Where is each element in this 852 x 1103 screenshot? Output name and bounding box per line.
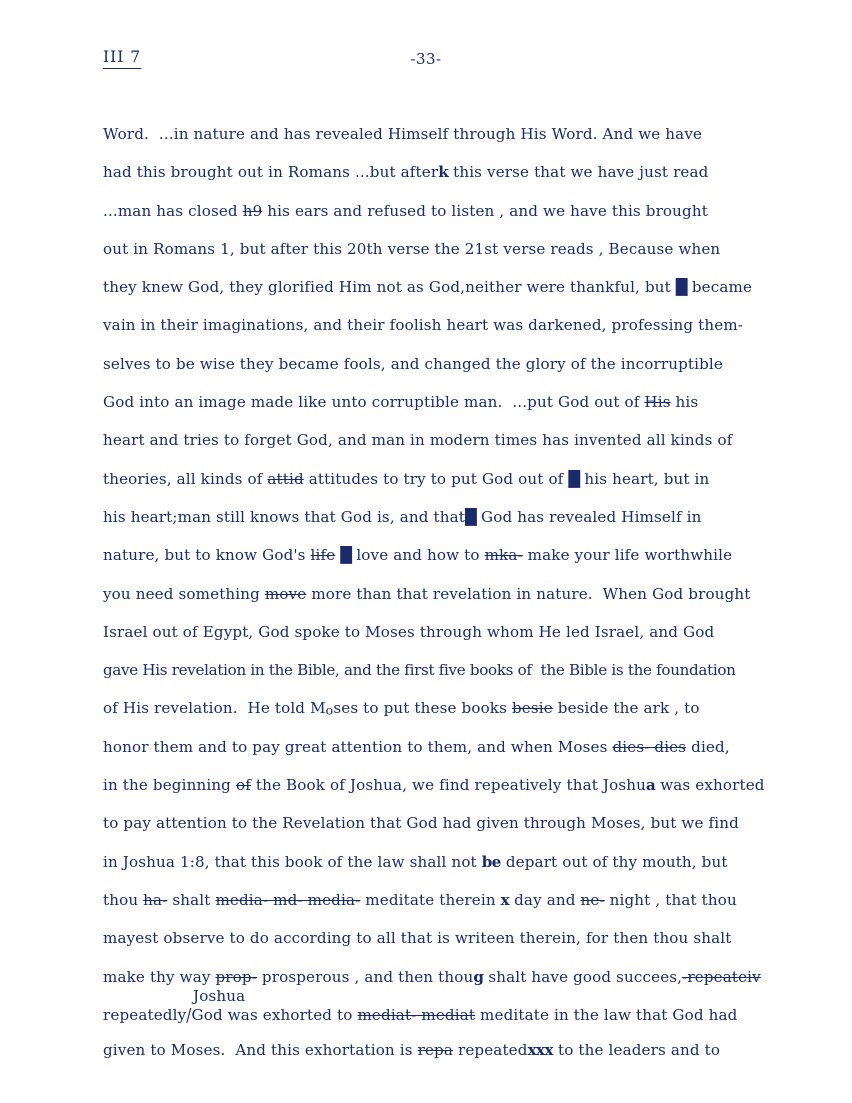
text-line-with-insert: Joshua repeatedly/God was exhorted to mediat- mediat meditate in the law that God had [103,986,738,1026]
text-line: given to Moses. And this exhortation is repa repeatedxxx to the leaders and to [103,1040,721,1059]
handwritten-insert-joshua: Joshua [193,986,246,1005]
text-line: to pay attention to the Revelation that God had given through Moses, but we find [103,814,739,833]
struck-text: mediat- mediat [357,1005,476,1024]
text-line: God into an image made like unto corruptible man. ...put God out of His his [103,393,699,412]
struck-text: move [264,584,307,603]
document-id: III 7 [103,48,141,69]
struck-text: repa [417,1040,453,1059]
page-number: -33- [410,50,442,68]
text-line: in the beginning of the Book of Joshua, we find repeatively that Joshua was exhorted [103,776,765,795]
struck-text: dies- dies [612,737,687,756]
text-line: of His revelation. He told Moses to put these books besie beside the ark , to [103,699,700,718]
text-line: gave His revelation in the Bible, and the first five books of the Bible is the foundation [103,661,736,680]
text-line: Israel out of Egypt, God spoke to Moses through whom He led Israel, and God [103,622,715,641]
struck-text: -repeateiv [682,967,761,986]
struck-text: ha- [143,890,168,909]
page-header [0,48,852,78]
text-line: selves to be wise they became fools, and changed the glory of the incorruptible [103,354,723,373]
text-line: honor them and to pay great attention to them, and when Moses dies- dies died, [103,737,730,756]
struck-text: prop- [215,967,257,986]
struck-text: life [310,546,336,565]
text-line: Word. ...in nature and has revealed Himself through His Word. And we have [103,125,703,143]
text-line: vain in their imaginations, and their foolish heart was darkened, professing them- [103,316,744,335]
text-line: had this brought out in Romans ...but afterk this verse that we have just read [103,163,709,182]
text-line: heart and tries to forget God, and man in modern times has invented all kinds of [103,431,733,450]
struck-text: media- md- media- [215,890,361,909]
text-line: his heart;man still knows that God is, and that█ God has revealed Himself in [103,507,702,526]
text-line: ...man has closed h9 his ears and refused to listen , and we have this brought [103,201,708,220]
text-line: nature, but to know God's life █ love and how to mka- make your life worthwhile [103,546,733,565]
text-line: you need something move more than that revelation in nature. When God brought [103,584,751,603]
text-line: mayest observe to do according to all that is writeen therein, for then thou shalt [103,929,732,948]
struck-text: besie [511,699,553,718]
text-line: thou ha- shalt media- md- media- meditate therein x day and ne- night , that thou [103,890,737,909]
text-line: they knew God, they glorified Him not as God,neither were thankful, but █ became [103,278,753,297]
struck-text: His [644,393,671,412]
text-line: in Joshua 1:8, that this book of the law shall not be depart out of thy mouth, but [103,852,728,871]
text-line: make thy way prop- prosperous , and then thoug shalt have good succees,-repeateiv [103,967,761,986]
document-body [103,125,823,1079]
struck-text: attid [267,469,304,488]
text-line: theories, all kinds of attid attitudes to try to put God out of █ his heart, but in [103,469,710,488]
struck-text: h9 [242,201,263,220]
text-line: out in Romans 1, but after this 20th verse the 21st verse reads , Because when [103,239,721,258]
struck-text: mka- [484,546,523,565]
struck-text: of [235,776,251,795]
struck-text: ne- [580,890,605,909]
